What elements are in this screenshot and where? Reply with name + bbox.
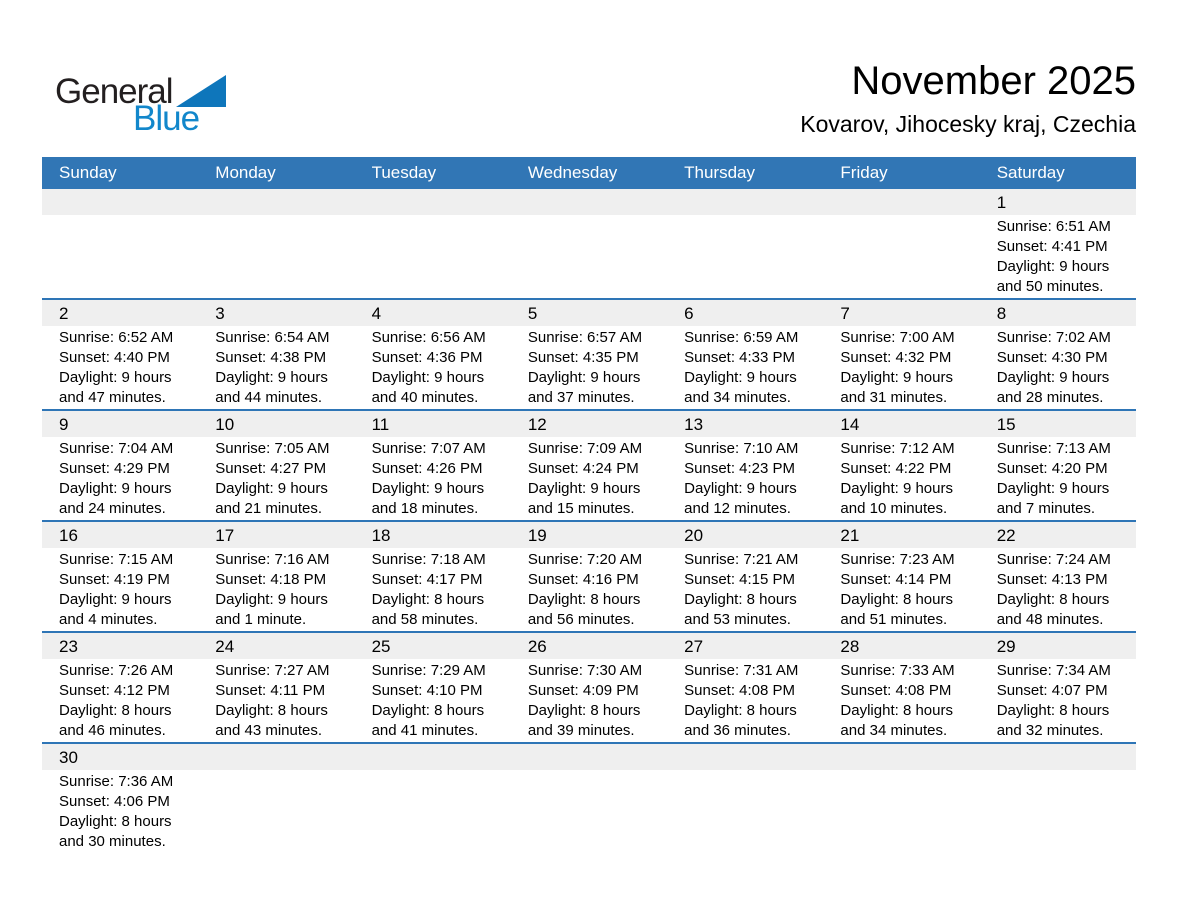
- day-number: 13: [667, 411, 823, 437]
- day-info: [198, 548, 354, 631]
- daylight-text: Daylight: 8 hours: [840, 591, 953, 608]
- sunrise-text: Sunrise: 7:23 AM: [840, 551, 955, 568]
- day-cell-27: [667, 633, 823, 742]
- day-number: [42, 189, 198, 215]
- daylight-cont-text: and 53 minutes.: [684, 611, 791, 628]
- day-number: 19: [511, 522, 667, 548]
- daylight-cont-text: and 31 minutes.: [840, 389, 948, 406]
- sunrise-text: Sunrise: 7:21 AM: [684, 551, 799, 568]
- daylight-text: Daylight: 9 hours: [371, 480, 485, 497]
- day-info: [980, 548, 1136, 631]
- daylight-cont-text: and 48 minutes.: [996, 611, 1104, 628]
- day-number: [980, 744, 1136, 770]
- day-info: [667, 215, 823, 298]
- day-info: [823, 548, 979, 631]
- day-info: [823, 215, 979, 298]
- day-cell-empty: [980, 744, 1136, 853]
- day-info: [667, 770, 823, 853]
- day-info: [198, 770, 354, 853]
- day-number: 2: [42, 300, 198, 326]
- daylight-text: Daylight: 9 hours: [840, 480, 953, 497]
- general-blue-logo: [55, 72, 226, 138]
- sunrise-text: Sunrise: 7:04 AM: [59, 440, 174, 457]
- day-number: 7: [823, 300, 979, 326]
- day-cell-24: [198, 633, 354, 742]
- sunset-text: Sunset: 4:09 PM: [527, 682, 639, 699]
- daylight-cont-text: and 58 minutes.: [371, 611, 479, 628]
- day-cell-6: [667, 300, 823, 409]
- sunset-text: Sunset: 4:20 PM: [996, 460, 1108, 477]
- sunrise-text: Sunrise: 7:30 AM: [527, 662, 643, 679]
- day-number: 16: [42, 522, 198, 548]
- daylight-text: Daylight: 9 hours: [684, 480, 797, 497]
- sunset-text: Sunset: 4:07 PM: [996, 682, 1108, 699]
- sunset-text: Sunset: 4:06 PM: [59, 793, 170, 810]
- day-number: 1: [980, 189, 1136, 215]
- sunset-text: Sunset: 4:08 PM: [840, 682, 952, 699]
- day-cell-26: [511, 633, 667, 742]
- day-info: [42, 215, 198, 298]
- day-number: 10: [198, 411, 354, 437]
- day-cell-15: [980, 411, 1136, 520]
- day-info: [823, 770, 979, 853]
- day-info: [980, 326, 1136, 409]
- day-number: 29: [980, 633, 1136, 659]
- daylight-text: Daylight: 9 hours: [684, 369, 797, 386]
- daylight-text: Daylight: 8 hours: [840, 702, 953, 719]
- day-cell-29: [980, 633, 1136, 742]
- sunset-text: Sunset: 4:27 PM: [215, 460, 327, 477]
- day-info: [980, 659, 1136, 742]
- sunset-text: Sunset: 4:23 PM: [684, 460, 796, 477]
- daylight-cont-text: and 51 minutes.: [840, 611, 948, 628]
- day-info: [823, 659, 979, 742]
- sunset-text: Sunset: 4:32 PM: [840, 349, 952, 366]
- daylight-text: Daylight: 8 hours: [527, 702, 641, 719]
- day-info: [42, 437, 198, 520]
- daylight-cont-text: and 47 minutes.: [59, 389, 166, 406]
- day-cell-empty: [667, 744, 823, 853]
- daylight-cont-text: and 7 minutes.: [996, 500, 1096, 517]
- daylight-text: Daylight: 9 hours: [996, 258, 1110, 275]
- weekday-header-saturday: Saturday: [996, 163, 1065, 182]
- sunset-text: Sunset: 4:16 PM: [527, 571, 639, 588]
- day-number: [667, 744, 823, 770]
- sunrise-text: Sunrise: 7:07 AM: [371, 440, 486, 457]
- daylight-text: Daylight: 8 hours: [684, 591, 797, 608]
- sunrise-text: Sunrise: 7:12 AM: [840, 440, 955, 457]
- daylight-text: Daylight: 9 hours: [527, 480, 641, 497]
- day-info: [823, 326, 979, 409]
- day-cell-23: [42, 633, 198, 742]
- sunrise-text: Sunrise: 7:36 AM: [59, 773, 174, 790]
- daylight-text: Daylight: 9 hours: [840, 369, 953, 386]
- day-number: 6: [667, 300, 823, 326]
- day-info: [667, 326, 823, 409]
- daylight-cont-text: and 50 minutes.: [996, 278, 1104, 295]
- sunrise-text: Sunrise: 7:24 AM: [996, 551, 1111, 568]
- day-cell-5: [511, 300, 667, 409]
- sunset-text: Sunset: 4:29 PM: [59, 460, 170, 477]
- daylight-cont-text: and 21 minutes.: [215, 500, 323, 517]
- sunrise-text: Sunrise: 6:54 AM: [215, 329, 330, 346]
- day-info: [667, 659, 823, 742]
- day-cell-empty: [42, 189, 198, 298]
- daylight-cont-text: and 36 minutes.: [684, 722, 791, 739]
- day-info: [198, 659, 354, 742]
- day-info: [667, 437, 823, 520]
- daylight-cont-text: and 32 minutes.: [996, 722, 1104, 739]
- day-number: 17: [198, 522, 354, 548]
- day-info: [42, 770, 198, 853]
- daylight-cont-text: and 30 minutes.: [59, 833, 166, 850]
- daylight-text: Daylight: 8 hours: [996, 591, 1110, 608]
- daylight-text: Daylight: 8 hours: [527, 591, 641, 608]
- sunset-text: Sunset: 4:12 PM: [59, 682, 170, 699]
- daylight-text: Daylight: 8 hours: [215, 702, 328, 719]
- sunset-text: Sunset: 4:41 PM: [996, 238, 1108, 255]
- day-cell-empty: [355, 189, 511, 298]
- sunrise-text: Sunrise: 7:05 AM: [215, 440, 330, 457]
- day-info: [823, 437, 979, 520]
- calendar-table: [42, 157, 1136, 853]
- sunset-text: Sunset: 4:22 PM: [840, 460, 952, 477]
- day-number: 23: [42, 633, 198, 659]
- daylight-text: Daylight: 8 hours: [684, 702, 797, 719]
- day-info: [511, 437, 667, 520]
- day-cell-21: [823, 522, 979, 631]
- daylight-cont-text: and 15 minutes.: [527, 500, 635, 517]
- daylight-cont-text: and 18 minutes.: [371, 500, 479, 517]
- sunrise-text: Sunrise: 7:26 AM: [59, 662, 174, 679]
- day-info: [980, 437, 1136, 520]
- sunrise-text: Sunrise: 7:27 AM: [215, 662, 330, 679]
- day-info: [980, 215, 1136, 298]
- sunrise-text: Sunrise: 7:00 AM: [840, 329, 955, 346]
- weekday-header-monday: Monday: [215, 163, 276, 182]
- sunset-text: Sunset: 4:24 PM: [527, 460, 639, 477]
- daylight-cont-text: and 28 minutes.: [996, 389, 1104, 406]
- week-row: [42, 189, 1136, 300]
- daylight-text: Daylight: 9 hours: [59, 591, 172, 608]
- day-cell-empty: [667, 189, 823, 298]
- day-cell-7: [823, 300, 979, 409]
- daylight-cont-text: and 12 minutes.: [684, 500, 791, 517]
- day-cell-empty: [823, 189, 979, 298]
- day-number: 22: [980, 522, 1136, 548]
- day-cell-9: [42, 411, 198, 520]
- daylight-cont-text: and 56 minutes.: [527, 611, 635, 628]
- day-number: 5: [511, 300, 667, 326]
- day-info: [355, 659, 511, 742]
- sunset-text: Sunset: 4:38 PM: [215, 349, 327, 366]
- sunset-text: Sunset: 4:19 PM: [59, 571, 170, 588]
- day-cell-22: [980, 522, 1136, 631]
- day-number: 4: [355, 300, 511, 326]
- sunrise-text: Sunrise: 7:18 AM: [371, 551, 486, 568]
- day-cell-17: [198, 522, 354, 631]
- day-cell-18: [355, 522, 511, 631]
- sunrise-text: Sunrise: 7:09 AM: [527, 440, 643, 457]
- sunset-text: Sunset: 4:26 PM: [371, 460, 483, 477]
- day-number: 26: [511, 633, 667, 659]
- day-cell-13: [667, 411, 823, 520]
- sunset-text: Sunset: 4:15 PM: [684, 571, 796, 588]
- day-info: [198, 326, 354, 409]
- day-cell-empty: [198, 744, 354, 853]
- daylight-cont-text: and 1 minute.: [215, 611, 307, 628]
- daylight-cont-text: and 10 minutes.: [840, 500, 948, 517]
- day-number: [511, 744, 667, 770]
- day-cell-25: [355, 633, 511, 742]
- logo-text-general: General: [55, 72, 173, 111]
- sunset-text: Sunset: 4:36 PM: [371, 349, 483, 366]
- day-number: 30: [42, 744, 198, 770]
- day-cell-1: [980, 189, 1136, 298]
- sunrise-text: Sunrise: 7:16 AM: [215, 551, 330, 568]
- calendar-weeks: [42, 189, 1136, 853]
- daylight-text: Daylight: 9 hours: [215, 591, 328, 608]
- day-info: [355, 215, 511, 298]
- sunset-text: Sunset: 4:10 PM: [371, 682, 483, 699]
- daylight-text: Daylight: 8 hours: [59, 702, 172, 719]
- sunrise-text: Sunrise: 7:34 AM: [996, 662, 1111, 679]
- daylight-text: Daylight: 9 hours: [527, 369, 641, 386]
- weekday-header-tuesday: Tuesday: [371, 163, 437, 182]
- daylight-text: Daylight: 9 hours: [371, 369, 485, 386]
- weekday-header-friday: Friday: [840, 163, 888, 182]
- week-row: [42, 744, 1136, 853]
- sunset-text: Sunset: 4:13 PM: [996, 571, 1108, 588]
- day-number: 11: [355, 411, 511, 437]
- day-info: [980, 770, 1136, 853]
- day-number: [511, 189, 667, 215]
- day-number: 3: [198, 300, 354, 326]
- daylight-cont-text: and 4 minutes.: [59, 611, 158, 628]
- sunrise-text: Sunrise: 7:29 AM: [371, 662, 486, 679]
- day-number: [823, 189, 979, 215]
- day-cell-4: [355, 300, 511, 409]
- day-info: [355, 326, 511, 409]
- day-number: [667, 189, 823, 215]
- logo-text-blue: Blue: [133, 99, 200, 138]
- day-number: 28: [823, 633, 979, 659]
- week-row: [42, 411, 1136, 522]
- sunset-text: Sunset: 4:35 PM: [527, 349, 639, 366]
- daylight-text: Daylight: 9 hours: [59, 480, 172, 497]
- daylight-text: Daylight: 9 hours: [215, 480, 328, 497]
- daylight-text: Daylight: 8 hours: [371, 591, 485, 608]
- daylight-text: Daylight: 8 hours: [996, 702, 1110, 719]
- sunrise-text: Sunrise: 7:31 AM: [684, 662, 799, 679]
- day-number: 14: [823, 411, 979, 437]
- day-cell-20: [667, 522, 823, 631]
- day-number: 12: [511, 411, 667, 437]
- daylight-cont-text: and 40 minutes.: [371, 389, 479, 406]
- day-info: [198, 215, 354, 298]
- day-info: [42, 548, 198, 631]
- sunset-text: Sunset: 4:18 PM: [215, 571, 327, 588]
- day-cell-12: [511, 411, 667, 520]
- daylight-cont-text: and 34 minutes.: [840, 722, 948, 739]
- weekday-header-wednesday: Wednesday: [527, 163, 618, 182]
- title-block: [800, 58, 1136, 138]
- week-row: [42, 633, 1136, 744]
- daylight-text: Daylight: 9 hours: [59, 369, 172, 386]
- weekday-header-sunday: Sunday: [59, 163, 117, 182]
- sunrise-text: Sunrise: 6:56 AM: [371, 329, 486, 346]
- daylight-text: Daylight: 9 hours: [996, 480, 1110, 497]
- daylight-cont-text: and 37 minutes.: [527, 389, 635, 406]
- sunset-text: Sunset: 4:33 PM: [684, 349, 796, 366]
- day-cell-16: [42, 522, 198, 631]
- daylight-text: Daylight: 8 hours: [371, 702, 485, 719]
- day-number: 24: [198, 633, 354, 659]
- day-info: [511, 215, 667, 298]
- day-info: [42, 326, 198, 409]
- day-cell-empty: [823, 744, 979, 853]
- day-cell-28: [823, 633, 979, 742]
- day-info: [511, 548, 667, 631]
- week-row: [42, 300, 1136, 411]
- daylight-cont-text: and 24 minutes.: [59, 500, 166, 517]
- day-cell-2: [42, 300, 198, 409]
- daylight-cont-text: and 41 minutes.: [371, 722, 479, 739]
- day-cell-3: [198, 300, 354, 409]
- day-info: [198, 437, 354, 520]
- day-info: [355, 770, 511, 853]
- day-number: 20: [667, 522, 823, 548]
- day-info: [355, 548, 511, 631]
- day-number: [198, 189, 354, 215]
- day-cell-19: [511, 522, 667, 631]
- day-cell-empty: [198, 189, 354, 298]
- day-cell-14: [823, 411, 979, 520]
- sunset-text: Sunset: 4:40 PM: [59, 349, 170, 366]
- day-info: [355, 437, 511, 520]
- daylight-text: Daylight: 9 hours: [996, 369, 1110, 386]
- sunrise-text: Sunrise: 7:15 AM: [59, 551, 174, 568]
- day-cell-empty: [355, 744, 511, 853]
- sunrise-text: Sunrise: 7:13 AM: [996, 440, 1111, 457]
- sunrise-text: Sunrise: 6:59 AM: [684, 329, 799, 346]
- week-row: [42, 522, 1136, 633]
- sunrise-text: Sunrise: 6:57 AM: [527, 329, 643, 346]
- sunrise-text: Sunrise: 6:52 AM: [59, 329, 174, 346]
- day-info: [667, 548, 823, 631]
- daylight-text: Daylight: 9 hours: [215, 369, 328, 386]
- weekday-header-row: [42, 157, 1136, 189]
- daylight-cont-text: and 43 minutes.: [215, 722, 323, 739]
- day-number: 18: [355, 522, 511, 548]
- day-cell-empty: [511, 189, 667, 298]
- sunset-text: Sunset: 4:08 PM: [684, 682, 796, 699]
- sunrise-text: Sunrise: 6:51 AM: [996, 218, 1111, 235]
- day-number: [823, 744, 979, 770]
- day-cell-8: [980, 300, 1136, 409]
- sunrise-text: Sunrise: 7:33 AM: [840, 662, 955, 679]
- day-number: 25: [355, 633, 511, 659]
- sunrise-text: Sunrise: 7:20 AM: [527, 551, 643, 568]
- day-info: [511, 659, 667, 742]
- day-number: [198, 744, 354, 770]
- day-number: 27: [667, 633, 823, 659]
- day-number: 15: [980, 411, 1136, 437]
- day-number: 8: [980, 300, 1136, 326]
- day-number: 9: [42, 411, 198, 437]
- day-info: [511, 770, 667, 853]
- sunset-text: Sunset: 4:11 PM: [215, 682, 326, 699]
- day-info: [42, 659, 198, 742]
- day-cell-empty: [511, 744, 667, 853]
- day-number: 21: [823, 522, 979, 548]
- day-number: [355, 744, 511, 770]
- day-number: [355, 189, 511, 215]
- sunset-text: Sunset: 4:14 PM: [840, 571, 952, 588]
- daylight-cont-text: and 34 minutes.: [684, 389, 791, 406]
- daylight-cont-text: and 44 minutes.: [215, 389, 323, 406]
- day-info: [511, 326, 667, 409]
- weekday-header-thursday: Thursday: [684, 163, 756, 182]
- sunset-text: Sunset: 4:17 PM: [371, 571, 483, 588]
- sunrise-text: Sunrise: 7:10 AM: [684, 440, 799, 457]
- sunrise-text: Sunrise: 7:02 AM: [996, 329, 1111, 346]
- day-cell-11: [355, 411, 511, 520]
- daylight-cont-text: and 46 minutes.: [59, 722, 166, 739]
- daylight-cont-text: and 39 minutes.: [527, 722, 635, 739]
- sunset-text: Sunset: 4:30 PM: [996, 349, 1108, 366]
- daylight-text: Daylight: 8 hours: [59, 813, 172, 830]
- page-title: November 2025: [851, 59, 1136, 103]
- day-cell-30: [42, 744, 198, 853]
- page-subtitle: Kovarov, Jihocesky kraj, Czechia: [800, 111, 1136, 137]
- day-cell-10: [198, 411, 354, 520]
